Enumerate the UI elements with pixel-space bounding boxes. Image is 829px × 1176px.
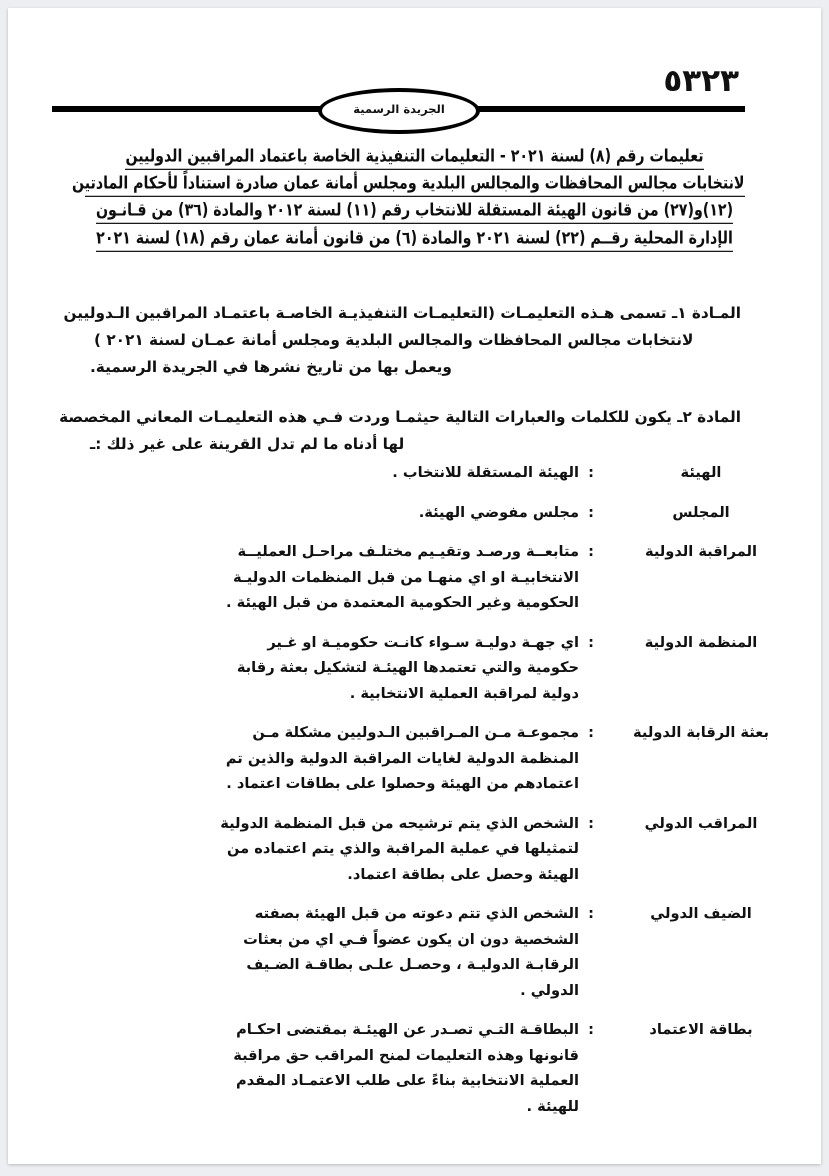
gazette-seal <box>318 88 480 134</box>
page-masthead <box>8 8 821 138</box>
definition-term: بعثة الرقابة الدولية <box>633 724 769 741</box>
definition-text-line: حكومية والتي تعتمدها الهيئـة لتشكيل بعثة رقابة <box>236 659 579 676</box>
definition-text <box>233 630 579 707</box>
gazette-seal-label: الجريدة الرسمية <box>353 102 445 117</box>
article-1-line-2: لانتخابات مجالس المحافظات والمجالس البلدية ومجلس أمانة عمـان لسنة ٢٠٢١ ) <box>94 331 694 349</box>
definition-row-spacer <box>8 1123 821 1133</box>
article-1-line-1: المـادة ١ـ تسمى هـذه التعليمـات (التعليمـات التنفيذيـة الخاصـة باعتمـاد المراقبين الـدوليين <box>63 304 741 322</box>
definition-text-line: متابعــة ورصـد وتقيـيم مختلـف مراحـل العمليــة <box>237 543 579 560</box>
title-line-1: تعليمات رقم (٨) لسنة ٢٠٢١ - التعليمات التنفيذية الخاصة باعتماد المراقبين الدوليين <box>125 148 703 170</box>
definition-row <box>8 720 821 797</box>
definition-text-line: الرقابـة الدوليـة ، وحصـل علـى بطاقـة الضـيف <box>246 956 579 973</box>
definition-text-line: مجلس مفوضي الهيئة. <box>418 503 579 521</box>
definition-text <box>247 500 579 526</box>
definition-text-line: البطاقـة التـي تصـدر عن الهيئـة بمقتضى احكـام <box>236 1021 579 1038</box>
definition-row <box>8 811 821 888</box>
definition-row <box>8 1017 821 1119</box>
definition-text-line: لتمثيلها في عملية المراقبة والذي يتم اعتماده من <box>226 840 579 857</box>
definition-row-spacer <box>8 891 821 901</box>
definition-text-line: قانونها وهذه التعليمات لمنح المراقب حق مراقبة <box>233 1046 579 1064</box>
definition-row-spacer <box>8 1007 821 1017</box>
definition-row <box>8 901 821 1003</box>
definition-text <box>239 901 579 1003</box>
definition-row-spacer <box>8 620 821 630</box>
definition-separator: : <box>588 814 594 832</box>
title-line-3: (١٢)و(٢٧) من قانون الهيئة المستقلة للانتخاب رقم (١١) لسنة ٢٠١٢ والمادة (٣٦) من قـانـون <box>96 202 733 224</box>
definition-row-spacer <box>8 801 821 811</box>
definition-text-line: الحكومية وغير الحكومية المعتمدة من قبل الهيئة . <box>225 594 579 611</box>
article-2 <box>8 404 821 458</box>
definitions-list <box>8 460 821 1133</box>
definition-row <box>8 630 821 707</box>
title-line-4: الإدارة المحلية رقــم (٢٢) لسنة ٢٠٢١ والمادة (٦) من قانون أمانة عمان رقم (١٨) لسنة ٢٠٢١ <box>96 230 733 252</box>
definition-term: المراقبة الدولية <box>644 543 758 560</box>
definition-text-line: دولية لمراقبة العملية الانتخابية . <box>349 684 579 702</box>
page-number: ٥٣٢٣ <box>663 63 739 99</box>
definition-term: بطاقة الاعتماد <box>649 1021 753 1038</box>
definition-text-line: المنظمة الدولية لغايات المراقبة الدولية والذين تم <box>225 749 579 767</box>
definition-row-spacer <box>8 710 821 720</box>
definition-text-line: الشخص الذي يتم ترشيحه من قبل المنظمة الدولية <box>220 814 579 832</box>
definition-row <box>8 539 821 616</box>
definition-text <box>216 811 579 888</box>
definition-text-line: الدولي . <box>520 981 579 999</box>
definition-text-line: الشخص الذي تتم دعوته من قبل الهيئة بصفته <box>254 905 579 922</box>
definition-row <box>8 500 821 526</box>
document-title <box>8 148 821 257</box>
definition-row-spacer <box>8 490 821 500</box>
definition-term: المراقب الدولي <box>644 814 758 832</box>
definition-text <box>222 539 579 616</box>
definition-separator: : <box>588 543 594 560</box>
definition-separator: : <box>588 1021 594 1038</box>
definition-separator: : <box>588 724 594 741</box>
definition-text-line: الهيئة وحصل على بطاقة اعتماد. <box>347 865 579 883</box>
definition-text-line: للهيئة . <box>526 1097 579 1115</box>
article-1-line-3: ويعمل بها من تاريخ نشرها في الجريدة الرسمية. <box>90 358 452 376</box>
definition-term: المجلس <box>672 503 730 521</box>
definition-text <box>247 460 579 486</box>
definition-text-line: الشخصية دون ان يكون عضواً فـي اي من بعثات <box>243 930 579 948</box>
definition-text-line: اي جهـة دوليـة سـواء كانـت حكوميـة او غـير <box>267 633 579 651</box>
article-2-line-1: المادة ٢ـ يكون للكلمات والعبارات التالية حيثمـا وردت فـي هذه التعليمـات المعاني المخصصة <box>59 408 741 426</box>
definition-text-line: مجموعـة مـن المـراقبين الـدوليين مشكلة مـن <box>252 724 579 741</box>
definition-separator: : <box>588 633 594 651</box>
scanned-document-page <box>8 8 821 1164</box>
definition-text-line: العملية الانتخابية بناءً على طلب الاعتمـاد المقدم <box>236 1072 579 1089</box>
definition-term: الهيئة <box>680 464 722 481</box>
article-1 <box>8 300 821 381</box>
definition-separator: : <box>588 905 594 922</box>
definition-row-spacer <box>8 529 821 539</box>
title-line-2: لانتخابات مجالس المحافظات والمجالس البلدية ومجلس أمانة عمان صادرة استناداً لأحكام المادتين <box>85 175 745 197</box>
article-2-line-2: لها أدناه ما لم تدل القرينة على غير ذلك :ـ <box>90 435 405 453</box>
definition-text-line: الانتخابيـة او اي منهـا من قبل المنظمات الدوليـة <box>232 568 579 586</box>
definition-text-line: الهيئة المستقلة للانتخاب . <box>392 464 579 481</box>
definition-separator: : <box>588 464 594 481</box>
definition-separator: : <box>588 503 594 521</box>
definition-row <box>8 460 821 486</box>
definition-text <box>222 720 579 797</box>
definition-text-line: اعتمادهم من الهيئة وحصلوا على بطاقات اعتماد . <box>226 775 579 792</box>
definition-term: المنظمة الدولية <box>644 633 758 651</box>
definition-text <box>229 1017 579 1119</box>
definition-term: الضيف الدولي <box>650 905 752 922</box>
